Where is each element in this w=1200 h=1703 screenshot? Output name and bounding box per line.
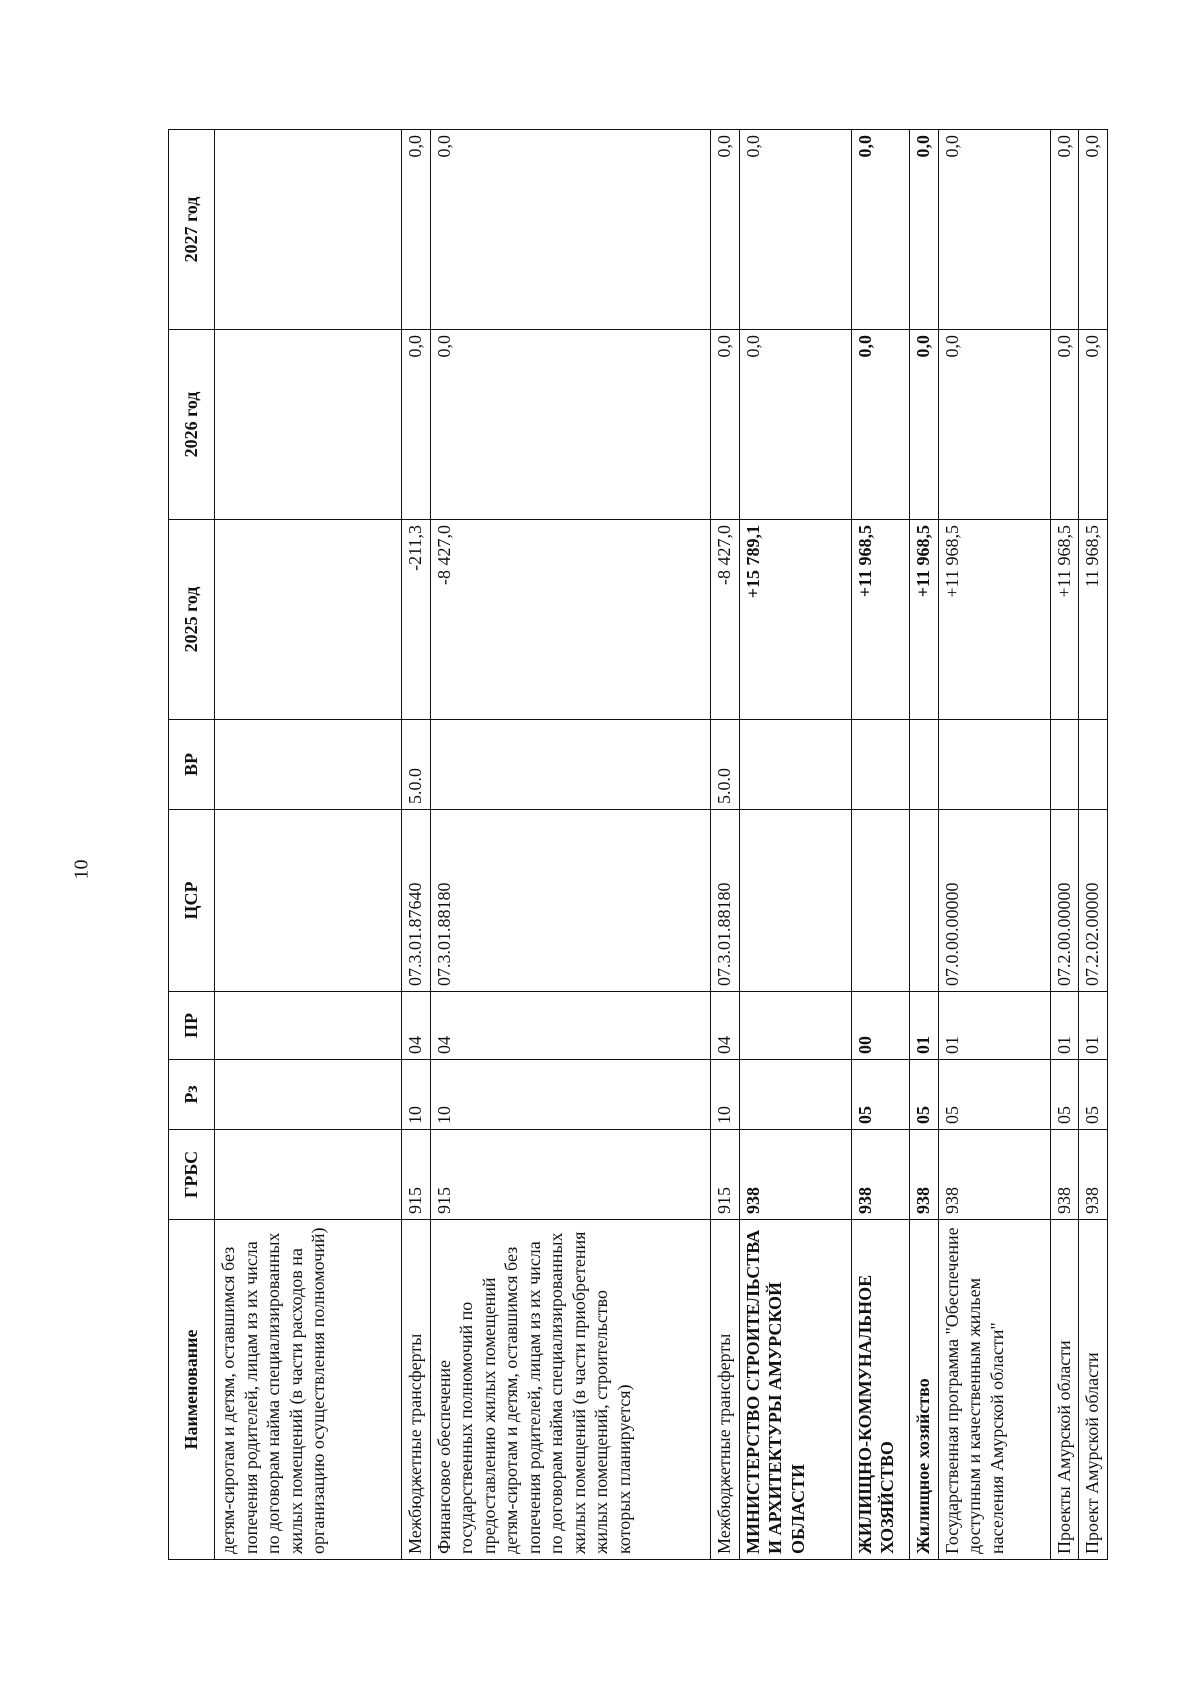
table-row: [430, 130, 711, 1560]
cell-grbs: 938: [1050, 1130, 1079, 1220]
cell-grbs: 938: [938, 1130, 1050, 1220]
cell-2025: [215, 520, 402, 720]
cell-2027: 0,0: [938, 130, 1050, 330]
cell-grbs: 915: [711, 1130, 740, 1220]
page-number: 10: [70, 859, 93, 880]
table-header-row: [169, 130, 215, 1560]
cell-csr: [910, 810, 939, 992]
cell-pr: 04: [430, 992, 711, 1060]
cell-name: Проекты Амурской области: [1050, 1220, 1079, 1560]
header-csr: ЦСР: [169, 810, 215, 992]
cell-pr: 04: [402, 992, 431, 1060]
cell-vr: [910, 720, 939, 810]
cell-2026: 0,0: [739, 330, 851, 520]
table-row: [402, 130, 431, 1560]
cell-grbs: 938: [910, 1130, 939, 1220]
cell-2027: 0,0: [851, 130, 909, 330]
table-row: [910, 130, 939, 1560]
budget-table: [168, 129, 1108, 1560]
header-rz: Рз: [169, 1060, 215, 1130]
cell-2027: 0,0: [1050, 130, 1079, 330]
cell-name: Межбюджетные трансферты: [711, 1220, 740, 1560]
cell-csr: 07.3.01.88180: [711, 810, 740, 992]
cell-name: Государственная программа "Обеспечение доступным и качественным жильем населения Амурской области": [938, 1220, 1050, 1560]
cell-2026: 0,0: [1079, 330, 1108, 520]
header-pr: ПР: [169, 992, 215, 1060]
cell-rz: 10: [711, 1060, 740, 1130]
cell-2027: 0,0: [1079, 130, 1108, 330]
cell-vr: [851, 720, 909, 810]
cell-csr: 07.2.00.00000: [1050, 810, 1079, 992]
rotated-table-container: [168, 130, 1108, 1560]
cell-rz: [215, 1060, 402, 1130]
cell-grbs: 915: [402, 1130, 431, 1220]
cell-pr: 01: [910, 992, 939, 1060]
cell-vr: [938, 720, 1050, 810]
cell-csr: 07.3.01.87640: [402, 810, 431, 992]
cell-2025: +11 968,5: [910, 520, 939, 720]
header-vr: ВР: [169, 720, 215, 810]
cell-grbs: 938: [851, 1130, 909, 1220]
cell-2026: 0,0: [938, 330, 1050, 520]
cell-pr: [739, 992, 851, 1060]
cell-name: Межбюджетные трансферты: [402, 1220, 431, 1560]
cell-2026: 0,0: [1050, 330, 1079, 520]
cell-2025: +15 789,1: [739, 520, 851, 720]
cell-2026: 0,0: [430, 330, 711, 520]
cell-2025: +11 968,5: [851, 520, 909, 720]
cell-pr: 00: [851, 992, 909, 1060]
cell-name: детям-сиротам и детям, оставшимся без попечения родителей, лицам из их числа по договорам найма специализированных жилых помещений (в части расходов на организацию осуществления полномочий): [215, 1220, 402, 1560]
cell-2027: 0,0: [430, 130, 711, 330]
table-row: [215, 130, 402, 1560]
cell-pr: 01: [1079, 992, 1108, 1060]
cell-csr: [851, 810, 909, 992]
cell-csr: [215, 810, 402, 992]
cell-rz: 05: [851, 1060, 909, 1130]
cell-name: Финансовое обеспечение государственных полномочий по предоставлению жилых помещений детям-сиротам и детям, оставшимся без попечения родителей, лицам из их числа по договорам найма специализированных жилых помещений (в части приобретения жилых помещений, строительство которых планируется): [430, 1220, 711, 1560]
cell-grbs: 915: [430, 1130, 711, 1220]
cell-rz: 05: [910, 1060, 939, 1130]
table-row: [711, 130, 740, 1560]
cell-2027: 0,0: [910, 130, 939, 330]
cell-pr: 04: [711, 992, 740, 1060]
table-row: [851, 130, 909, 1560]
cell-2025: +11 968,5: [1050, 520, 1079, 720]
table-row: [739, 130, 851, 1560]
cell-name: ЖИЛИЩНО-КОММУНАЛЬНОЕ ХОЗЯЙСТВО: [851, 1220, 909, 1560]
cell-grbs: 938: [739, 1130, 851, 1220]
cell-2025: -211,3: [402, 520, 431, 720]
cell-csr: 07.3.01.88180: [430, 810, 711, 992]
cell-vr: [1050, 720, 1079, 810]
cell-rz: 05: [938, 1060, 1050, 1130]
cell-pr: 01: [1050, 992, 1079, 1060]
header-2025: 2025 год: [169, 520, 215, 720]
cell-2027: 0,0: [402, 130, 431, 330]
cell-2027: 0,0: [739, 130, 851, 330]
cell-2026: 0,0: [711, 330, 740, 520]
cell-rz: [739, 1060, 851, 1130]
table-row: [1079, 130, 1108, 1560]
cell-vr: [430, 720, 711, 810]
cell-vr: [1079, 720, 1108, 810]
table-row: [938, 130, 1050, 1560]
header-name: Наименование: [169, 1220, 215, 1560]
cell-grbs: 938: [1079, 1130, 1108, 1220]
cell-rz: 10: [402, 1060, 431, 1130]
cell-csr: 07.2.02.00000: [1079, 810, 1108, 992]
cell-vr: 5.0.0: [402, 720, 431, 810]
table-row: [1050, 130, 1079, 1560]
cell-2025: -8 427,0: [711, 520, 740, 720]
header-grbs: ГРБС: [169, 1130, 215, 1220]
cell-rz: 10: [430, 1060, 711, 1130]
cell-2025: 11 968,5: [1079, 520, 1108, 720]
cell-csr: [739, 810, 851, 992]
cell-name: Проект Амурской области: [1079, 1220, 1108, 1560]
cell-2027: 0,0: [711, 130, 740, 330]
cell-2025: +11 968,5: [938, 520, 1050, 720]
cell-vr: 5.0.0: [711, 720, 740, 810]
cell-rz: 05: [1079, 1060, 1108, 1130]
cell-2026: 0,0: [851, 330, 909, 520]
cell-name: Жилищное хозяйство: [910, 1220, 939, 1560]
cell-vr: [215, 720, 402, 810]
cell-2026: 0,0: [910, 330, 939, 520]
cell-2026: 0,0: [402, 330, 431, 520]
header-2026: 2026 год: [169, 330, 215, 520]
cell-vr: [739, 720, 851, 810]
cell-rz: 05: [1050, 1060, 1079, 1130]
cell-2026: [215, 330, 402, 520]
cell-grbs: [215, 1130, 402, 1220]
header-2027: 2027 год: [169, 130, 215, 330]
cell-pr: 01: [938, 992, 1050, 1060]
cell-csr: 07.0.00.00000: [938, 810, 1050, 992]
cell-name: МИНИСТЕРСТВО СТРОИТЕЛЬСТВА И АРХИТЕКТУРЫ АМУРСКОЙ ОБЛАСТИ: [739, 1220, 851, 1560]
cell-2027: [215, 130, 402, 330]
cell-2025: -8 427,0: [430, 520, 711, 720]
cell-pr: [215, 992, 402, 1060]
